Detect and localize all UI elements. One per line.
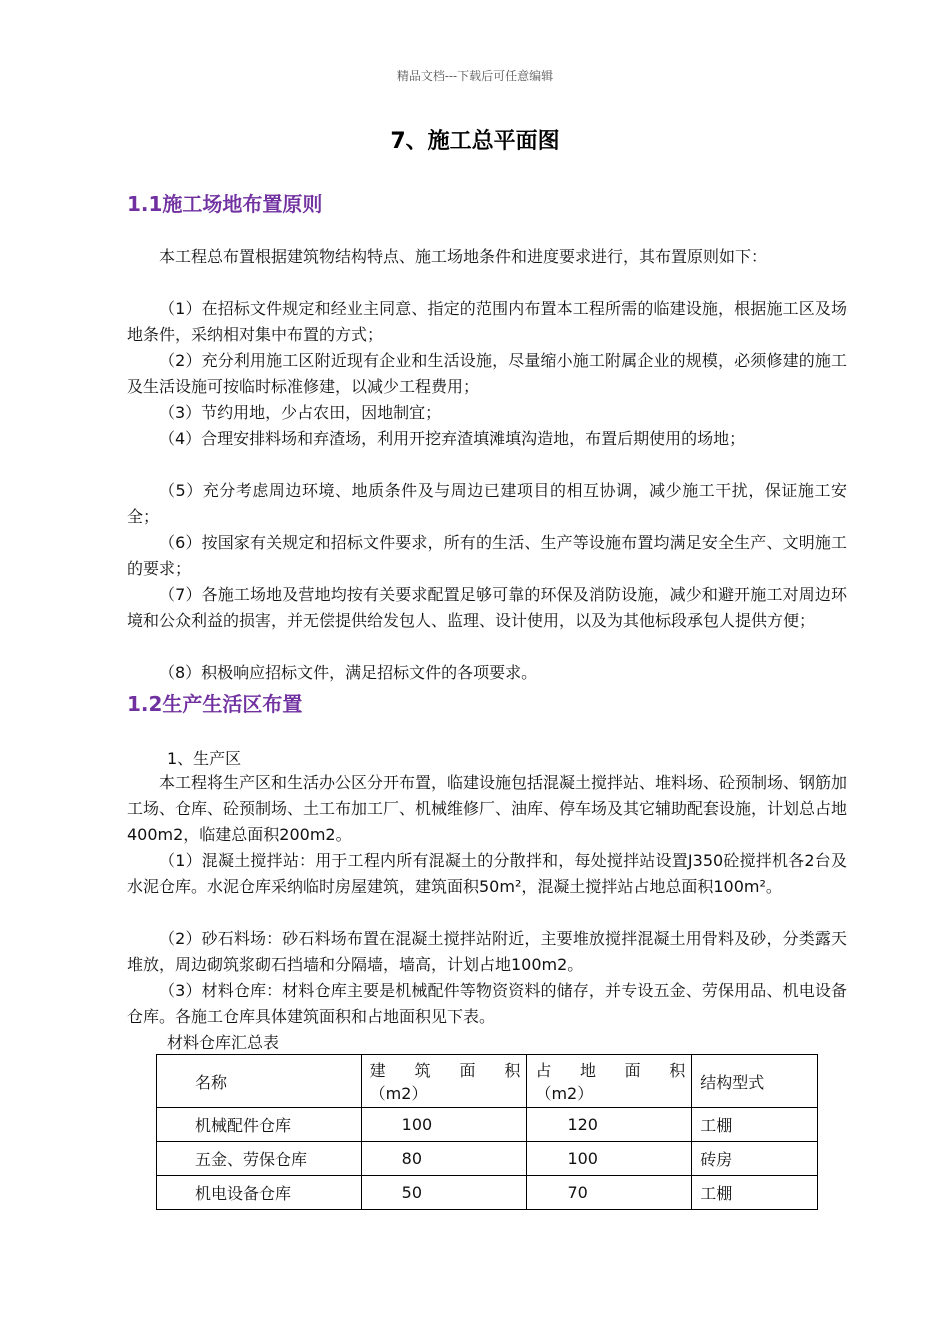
warehouse-table [156,1054,818,1210]
cell-name: 五金、劳保仓库 [157,1142,362,1176]
cell-land-area: 100 [527,1142,692,1176]
table-caption: 材料仓库汇总表 [167,1033,280,1052]
header-building-area: 建筑面积 （m2） [361,1055,527,1108]
list-item: （3）材料仓库：材料仓库主要是机械配件等物资资料的储存，并专设五金、劳保用品、机电设备仓库。各施工仓库具体建筑面积和占地面积见下表。 [127,981,847,1026]
cell-land-area: 120 [527,1108,692,1142]
list-item: （1）在招标文件规定和经业主同意、指定的范围内布置本工程所需的临建设施，根据施工区及场地条件，采纳相对集中布置的方式； [127,299,847,344]
list-item: （6）按国家有关规定和招标文件要求，所有的生活、生产等设施布置均满足安全生产、文明施工的要求； [127,533,847,578]
list-item: （4）合理安排料场和弃渣场，利用开挖弃渣填滩填沟造地，布置后期使用的场地； [159,429,746,448]
cell-building-area: 100 [361,1108,527,1142]
page-title: 7、施工总平面图 [390,129,560,154]
page-header: 精品文档---下载后可任意编辑 [396,69,554,83]
cell-structure: 砖房 [692,1142,818,1176]
cell-building-area: 80 [361,1142,527,1176]
table-row [157,1108,818,1142]
cell-name: 机电设备仓库 [157,1176,362,1210]
subsection-label: 1、生产区 [167,749,242,768]
table-row [157,1142,818,1176]
cell-structure: 工棚 [692,1176,818,1210]
table-row [157,1176,818,1210]
list-item: （5）充分考虑周边环境、地质条件及与周边已建项目的相互协调，减少施工干扰，保证施工安全； [127,481,847,526]
list-item: （3）节约用地，少占农田，因地制宜； [159,403,442,422]
section-heading-2: 1.2生产生活区布置 [127,692,303,716]
paragraph-intro: 本工程总布置根据建筑物结构特点、施工场地条件和进度要求进行，其布置原则如下： [159,247,768,266]
list-item: （2）砂石料场：砂石料场布置在混凝土搅拌站附近，主要堆放搅拌混凝土用骨料及砂，分类露天堆放，周边砌筑浆砌石挡墙和分隔墙，墙高，计划占地100m2。 [127,929,847,974]
header-land-area: 占地面积 （m2） [527,1055,692,1108]
list-item: （2）充分利用施工区附近现有企业和生活设施，尽量缩小施工附属企业的规模，必须修建的施工及生活设施可按临时标准修建，以减少工程费用； [127,351,847,396]
list-item: （7）各施工场地及营地均按有关要求配置足够可靠的环保及消防设施，减少和避开施工对周边环境和公众利益的损害，并无偿提供给发包人、监理、设计使用，以及为其他标段承包人提供方便； [127,585,847,630]
list-item: （8）积极响应招标文件，满足招标文件的各项要求。 [159,663,538,682]
header-structure: 结构型式 [692,1055,818,1108]
header-name: 名称 [157,1055,362,1108]
list-item: （1）混凝土搅拌站：用于工程内所有混凝土的分散拌和，每处搅拌站设置J350砼搅拌机各2台及水泥仓库。水泥仓库采纳临时房屋建筑，建筑面积50m²，混凝土搅拌站占地总面积100m²。 [127,851,847,896]
cell-land-area: 70 [527,1176,692,1210]
cell-structure: 工棚 [692,1108,818,1142]
cell-building-area: 50 [361,1176,527,1210]
section-heading-1: 1.1施工场地布置原则 [127,192,323,216]
cell-name: 机械配件仓库 [157,1108,362,1142]
paragraph-intro: 本工程将生产区和生活办公区分开布置，临建设施包括混凝土搅拌站、堆料场、砼预制场、钢筋加工场、仓库、砼预制场、土工布加工厂、机械维修厂、油库、停车场及其它辅助配套设施，计划总占地400m2，临建总面积200m2。 [127,773,848,844]
table-header-row [157,1055,818,1108]
